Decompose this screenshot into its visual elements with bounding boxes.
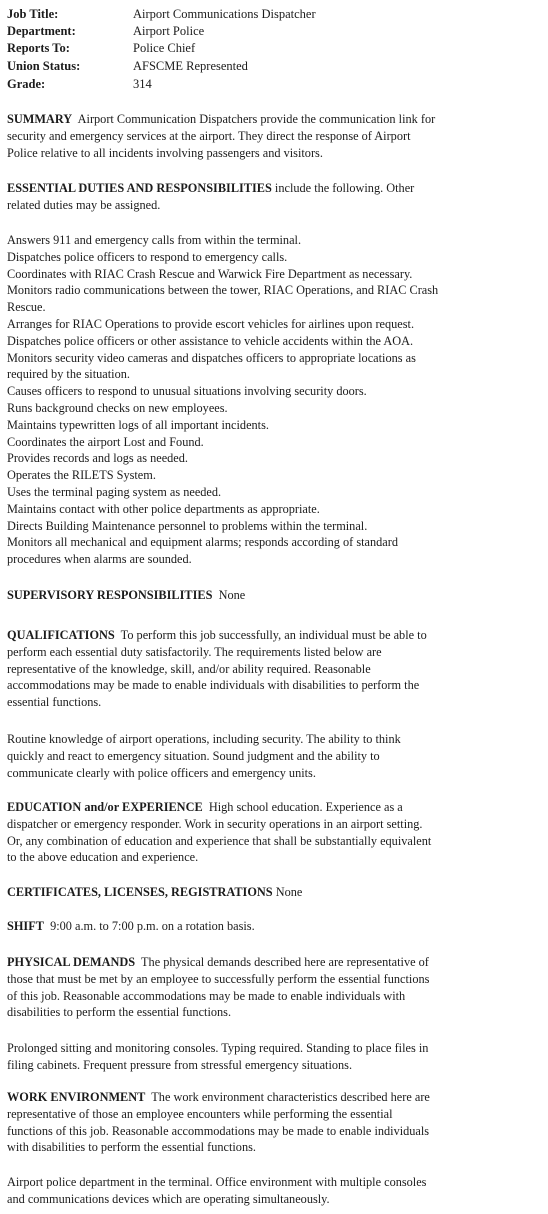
- field-label: Union Status:: [7, 59, 81, 73]
- summary-section: [7, 111, 539, 161]
- duty-item: Monitors radio communications between the tower, RIAC Operations, and RIAC Crash: [7, 283, 439, 298]
- duty-item: Uses the terminal paging system as needed.: [7, 484, 222, 499]
- summary-line: security and emergency services at the airport. They direct the response of Airport: [7, 128, 411, 143]
- physical-heading: PHYSICAL DEMANDS: [7, 955, 136, 969]
- duty-item: Causes officers to respond to unusual situations involving security doors.: [7, 384, 367, 399]
- physical-line: of this job. Reasonable accommodations may be made to enable individuals with: [7, 988, 406, 1003]
- physical-detail-line: filing cabinets. Frequent pressure from stressful emergency situations.: [7, 1057, 353, 1072]
- duty-item: procedures when alarms are sounded.: [7, 552, 192, 567]
- duty-item: Runs background checks on new employees.: [7, 400, 228, 415]
- duty-item: required by the situation.: [7, 367, 130, 382]
- field-value: Airport Police: [133, 24, 205, 38]
- duty-item: Directs Building Maintenance personnel to problems within the terminal.: [7, 518, 368, 533]
- supervisory-section: [7, 587, 539, 604]
- field-value: Airport Communications Dispatcher: [133, 7, 316, 21]
- education-section: [7, 799, 539, 866]
- field-label: Reports To:: [7, 41, 70, 55]
- duties-heading: ESSENTIAL DUTIES AND RESPONSIBILITIES: [7, 181, 272, 195]
- physical-details: [7, 1040, 539, 1074]
- duty-item: Monitors all mechanical and equipment alarms; responds according of standard: [7, 535, 398, 550]
- duties-list: [7, 232, 539, 568]
- education-line: to the above education and experience.: [7, 850, 199, 865]
- grade-field: [7, 76, 152, 93]
- environment-details: [7, 1174, 539, 1208]
- physical-demands-section: [7, 954, 539, 1021]
- field-label: Grade:: [7, 77, 46, 91]
- supervisory-heading: SUPERVISORY RESPONSIBILITIES: [7, 588, 213, 602]
- duty-item: Answers 911 and emergency calls from within the terminal.: [7, 233, 302, 247]
- qualifications-detail-line: quickly and react to emergency situation. Sound judgment and the ability to: [7, 748, 380, 763]
- summary-line: Airport Communication Dispatchers provide the communication link for: [77, 112, 436, 126]
- environment-detail-line: and communications devices which are operating simultaneously.: [7, 1191, 330, 1206]
- duty-item: Maintains contact with other police departments as appropriate.: [7, 501, 320, 516]
- certificates-heading: CERTIFICATES, LICENSES, REGISTRATIONS: [7, 885, 273, 899]
- qualifications-detail-line: communicate clearly with police officers and emergency units.: [7, 765, 316, 780]
- education-line: High school education. Experience as a: [208, 800, 403, 814]
- qualifications-line: perform each essential duty satisfactorily. The requirements listed below are: [7, 644, 382, 659]
- qualifications-details: [7, 731, 539, 781]
- qualifications-section: [7, 627, 539, 711]
- supervisory-value: None: [218, 588, 246, 602]
- physical-line: disabilities to perform the essential functions.: [7, 1005, 232, 1020]
- field-value: AFSCME Represented: [133, 59, 248, 73]
- field-label: Department:: [7, 24, 76, 38]
- field-value: Police Chief: [133, 41, 196, 55]
- duty-item: Coordinates with RIAC Crash Rescue and Warwick Fire Department as necessary.: [7, 266, 413, 281]
- certificates-value: None: [275, 885, 303, 899]
- field-label: Job Title:: [7, 7, 59, 21]
- shift-section: [7, 918, 539, 935]
- duty-item: Monitors security video cameras and dispatches officers to appropriate locations as: [7, 350, 416, 365]
- environment-line: with disabilities to perform the essential functions.: [7, 1140, 256, 1155]
- duty-item: Maintains typewritten logs of all important incidents.: [7, 417, 269, 432]
- duty-item: Provides records and logs as needed.: [7, 451, 188, 466]
- duties-intro: related duties may be assigned.: [7, 197, 161, 212]
- shift-heading: SHIFT: [7, 919, 44, 933]
- education-line: dispatcher or emergency responder. Work in security operations in an airport setting.: [7, 816, 423, 831]
- field-value: 314: [133, 77, 152, 91]
- qualifications-line: To perform this job successfully, an individual must be able to: [120, 628, 427, 642]
- environment-detail-line: Airport police department in the terminal. Office environment with multiple consoles: [7, 1175, 427, 1189]
- qualifications-heading: QUALIFICATIONS: [7, 628, 115, 642]
- qualifications-line: essential functions.: [7, 695, 102, 710]
- duty-item: Rescue.: [7, 300, 46, 315]
- duty-item: Arranges for RIAC Operations to provide escort vehicles for airlines upon request.: [7, 316, 415, 331]
- physical-line: The physical demands described here are representative of: [141, 955, 429, 969]
- qualifications-line: representative of the knowledge, skill, and/or ability required. Reasonable: [7, 661, 371, 676]
- education-line: Or, any combination of education and experience that shall be substantially equivalent: [7, 833, 432, 848]
- union-status-field: [7, 58, 248, 75]
- qualifications-line: accommodations may be made to enable individuals with disabilities to perform the: [7, 678, 420, 693]
- environment-line: The work environment characteristics described here are: [151, 1090, 430, 1104]
- certificates-section: [7, 884, 539, 901]
- physical-detail-line: Prolonged sitting and monitoring consoles. Typing required. Standing to place files in: [7, 1041, 429, 1055]
- summary-heading: SUMMARY: [7, 112, 73, 126]
- duty-item: Dispatches police officers to respond to emergency calls.: [7, 249, 288, 264]
- duty-item: Dispatches police officers or other assistance to vehicle accidents within the AOA.: [7, 333, 414, 348]
- environment-line: representative of those an employee encounters while performing the essential: [7, 1106, 393, 1121]
- environment-heading: WORK ENVIRONMENT: [7, 1090, 146, 1104]
- shift-value: 9:00 a.m. to 7:00 p.m. on a rotation basis.: [50, 919, 255, 933]
- duties-intro: include the following. Other: [274, 181, 415, 195]
- duty-item: Operates the RILETS System.: [7, 468, 156, 483]
- education-heading: EDUCATION and/or EXPERIENCE: [7, 800, 203, 814]
- duty-item: Coordinates the airport Lost and Found.: [7, 434, 204, 449]
- summary-line: Police relative to all incidents involving passengers and visitors.: [7, 145, 323, 160]
- qualifications-detail-line: Routine knowledge of airport operations, including security. The ability to think: [7, 732, 401, 746]
- job-title-field: [7, 6, 316, 23]
- environment-line: functions of this job. Reasonable accommodations may be made to enable individuals: [7, 1123, 430, 1138]
- department-field: [7, 23, 204, 40]
- reports-to-field: [7, 40, 195, 57]
- essential-duties-section: [7, 180, 539, 214]
- physical-line: those that must be met by an employee to successfully perform the essential functions: [7, 971, 430, 986]
- work-environment-section: [7, 1089, 539, 1156]
